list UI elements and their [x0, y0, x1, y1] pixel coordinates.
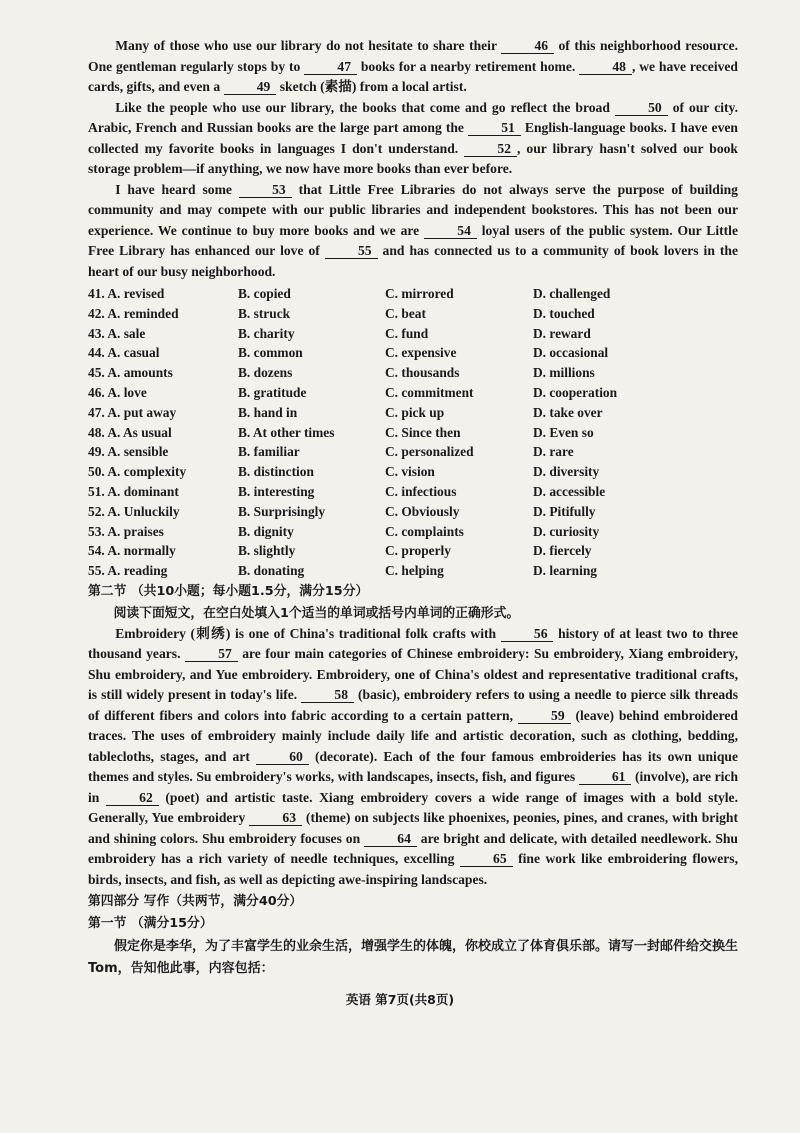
answer-blank[interactable]: 56 — [501, 626, 554, 642]
options-list — [88, 284, 738, 581]
text-run: are bright and delicate, with detailed needlework. Shu embroidery has a rich variety of needle techniques, excelling — [88, 830, 738, 867]
question-option[interactable]: B. interesting — [238, 483, 315, 499]
text-run: (leave) behind embroidered traces. The uses of embroidery mainly include daily life and artistic decoration, such as clothing, bedding, tablecloths, stages, and art — [88, 707, 738, 764]
question-option[interactable]: C. pick up — [385, 404, 445, 420]
text-run: (theme) on subjects like phoenixes, peonies, pines, and cranes, with bright and shining colors. Shu embroidery focuses on — [88, 810, 738, 846]
question-option[interactable]: D. learning — [533, 563, 597, 579]
section-two-instruction: 阅读下面短文，在空白处填入1个适当的单词或括号内单词的正确形式。 — [113, 605, 520, 621]
question-row — [88, 423, 738, 443]
question-row — [88, 403, 738, 423]
question-option[interactable]: D. challenged — [533, 286, 611, 301]
text-run: books for a nearby retirement home. — [356, 58, 580, 74]
answer-blank[interactable]: 62 — [106, 790, 159, 806]
question-option[interactable]: D. diversity — [533, 464, 600, 480]
question-option[interactable]: B. donating — [238, 563, 305, 579]
question-option-a[interactable]: 44. A. casual — [88, 345, 160, 361]
text-run: I have heard some — [115, 181, 239, 197]
answer-blank[interactable]: 49 — [224, 79, 277, 95]
answer-blank[interactable]: 55 — [325, 243, 378, 259]
text-run: of our city. Arabic, French and Russian books are the large part among the — [88, 99, 738, 135]
question-option[interactable]: D. millions — [533, 365, 595, 381]
question-option[interactable]: C. thousands — [385, 365, 460, 381]
paragraph — [88, 180, 738, 283]
answer-blank[interactable]: 61 — [579, 769, 632, 785]
question-row — [88, 482, 738, 502]
text-run: , our library hasn't solved our book storage problem—if anything, we now have more books than ever before. — [88, 140, 738, 176]
answer-blank[interactable]: 59 — [518, 708, 571, 724]
question-option[interactable]: D. reward — [533, 325, 591, 341]
text-run: loyal users of the public system. Our Little Free Library has enhanced our love of — [88, 222, 738, 258]
question-option[interactable]: B. charity — [238, 325, 295, 341]
question-option[interactable]: B. dignity — [238, 523, 294, 539]
answer-blank[interactable]: 58 — [301, 687, 354, 703]
answer-blank[interactable]: 51 — [468, 120, 521, 136]
question-option[interactable]: C. Obviously — [385, 503, 460, 519]
question-option-a[interactable]: 50. A. complexity — [88, 464, 187, 480]
question-option[interactable]: D. touched — [533, 305, 595, 321]
answer-blank[interactable]: 64 — [364, 831, 417, 847]
question-row — [88, 541, 738, 561]
question-option[interactable]: B. distinction — [238, 464, 314, 480]
text-run: Like the people who use our library, the books that come and go reflect the broad — [115, 99, 615, 115]
question-option[interactable]: C. beat — [385, 305, 426, 321]
answer-blank[interactable]: 47 — [304, 59, 357, 75]
cloze-passage — [88, 36, 738, 282]
text-run: English-language books. I have even collected my favorite books in languages I don't understand. — [88, 120, 738, 156]
question-option[interactable]: C. commitment — [385, 384, 474, 400]
question-option-a[interactable]: 49. A. sensible — [88, 444, 169, 460]
question-option[interactable]: B. At other times — [238, 424, 335, 440]
answer-blank[interactable]: 63 — [249, 810, 302, 826]
question-row — [88, 363, 738, 383]
question-option[interactable]: C. properly — [385, 543, 451, 559]
question-option-a[interactable]: 51. A. dominant — [88, 483, 179, 499]
question-option[interactable]: D. cooperation — [533, 384, 618, 400]
answer-blank[interactable]: 52 — [464, 141, 517, 157]
question-row — [88, 383, 738, 403]
question-option[interactable]: D. accessible — [533, 483, 606, 499]
text-run: and has connected us to a community of book lovers in the heart of our busy neighborhood. — [88, 243, 738, 279]
text-run: Many of those who use our library do not hesitate to share their — [115, 38, 502, 53]
text-run: history of at least two to three thousand years. — [88, 625, 738, 662]
answer-blank[interactable]: 60 — [256, 749, 309, 765]
text-run: Embroidery (刺绣) is one of China's traditional folk crafts with — [115, 625, 501, 641]
question-option[interactable]: D. Even so — [533, 424, 594, 440]
text-run: (involve), are rich in — [88, 769, 739, 805]
question-option[interactable]: D. curiosity — [533, 523, 600, 539]
question-row — [88, 304, 738, 324]
question-option[interactable]: B. dozens — [238, 365, 293, 381]
question-option[interactable]: C. mirrored — [385, 286, 454, 301]
question-row — [88, 462, 738, 482]
grammar-fill-passage — [88, 624, 738, 891]
question-option-a[interactable]: 43. A. sale — [88, 325, 146, 341]
question-option[interactable]: B. hand in — [238, 404, 298, 420]
question-option[interactable]: C. complaints — [385, 523, 464, 539]
answer-blank[interactable]: 57 — [185, 646, 238, 662]
question-option[interactable]: B. Surprisingly — [238, 503, 326, 519]
paragraph — [88, 624, 738, 891]
question-option-a[interactable]: 42. A. reminded — [88, 305, 179, 321]
answer-blank[interactable]: 48 — [579, 59, 632, 75]
question-option-a[interactable]: 46. A. love — [88, 384, 147, 400]
question-option[interactable]: B. copied — [238, 286, 291, 301]
question-option[interactable]: D. take over — [533, 404, 603, 420]
question-option[interactable]: B. slightly — [238, 543, 296, 559]
question-option-a[interactable]: 45. A. amounts — [88, 365, 173, 381]
part-four-heading: 第四部分 写作（共两节，满分40分） — [88, 894, 303, 910]
text-run: sketch (素描) from a local artist. — [276, 79, 467, 94]
question-option[interactable]: C. expensive — [385, 345, 457, 361]
question-row — [88, 442, 738, 462]
text-run: that Little Free Libraries do not always serve the purpose of building community and may compete with our public libraries and independent bookstores. This has not been our experience. We continue to buy more books and we are — [88, 181, 738, 238]
question-option[interactable]: B. struck — [238, 305, 291, 321]
question-option[interactable]: C. personalized — [385, 444, 474, 460]
question-option[interactable]: D. Pitifully — [533, 503, 596, 519]
answer-blank[interactable]: 53 — [239, 182, 292, 198]
question-option[interactable]: B. gratitude — [238, 384, 307, 400]
question-option-a[interactable]: 52. A. Unluckily — [88, 503, 180, 519]
text-run: are four main categories of Chinese embroidery: Su embroidery, Xiang embroidery, Shu embroidery, and Yue embroidery. Embroidery, one of China's oldest and representative traditional crafts, is still widely present in today's life. — [88, 646, 738, 703]
question-option[interactable]: D. occasional — [533, 345, 609, 361]
question-option-a[interactable]: 41. A. revised — [88, 286, 165, 301]
question-row — [88, 284, 738, 304]
writing-section-one-heading: 第一节 （满分15分） — [88, 916, 213, 932]
text-run: (poet) and artistic taste. Xiang embroidery covers a wide range of images with a bold style. Generally, Yue embroidery — [88, 789, 738, 826]
question-option[interactable]: D. fiercely — [533, 543, 592, 559]
answer-blank[interactable]: 54 — [424, 223, 477, 239]
question-option[interactable]: B. familiar — [238, 444, 300, 460]
section-two-heading: 第二节 （共10小题；每小题1.5分，满分15分） — [88, 583, 369, 599]
text-run: , we have received cards, gifts, and even a — [88, 58, 738, 94]
question-option[interactable]: D. rare — [533, 444, 574, 460]
question-row — [88, 561, 738, 581]
answer-blank[interactable]: 50 — [615, 100, 668, 116]
answer-blank[interactable]: 65 — [460, 851, 513, 867]
question-row — [88, 343, 738, 363]
text-run: (decorate). Each of the four famous embroideries has its own unique themes and styles. Su embroidery's works, with landscapes, insects, fish, and figures — [88, 748, 738, 785]
text-run: of this neighborhood resource. One gentleman regularly stops by to — [88, 38, 738, 74]
question-option[interactable]: B. common — [238, 345, 303, 361]
answer-blank[interactable]: 46 — [501, 38, 554, 54]
question-option[interactable]: C. helping — [385, 563, 444, 579]
question-option-a[interactable]: 55. A. reading — [88, 563, 168, 579]
writing-task-prompt: 假定你是李华，为了丰富学生的业余生活，增强学生的体魄，你校成立了体育俱乐部。请写一封邮件给交换生Tom，告知他此事，内容包括： — [88, 939, 739, 977]
question-row — [88, 324, 738, 344]
question-option[interactable]: C. infectious — [385, 483, 457, 499]
question-option-a[interactable]: 53. A. praises — [88, 523, 164, 539]
question-row — [88, 522, 738, 542]
question-option[interactable]: C. Since then — [385, 424, 461, 440]
question-option[interactable]: C. vision — [385, 464, 435, 480]
question-row — [88, 502, 738, 522]
question-option-a[interactable]: 47. A. put away — [88, 404, 177, 420]
paragraph — [88, 98, 738, 180]
text-run: (basic), embroidery refers to using a needle to pierce silk threads of different fibers and colors into fabric according to a certain pattern, — [88, 687, 739, 723]
question-option[interactable]: C. fund — [385, 325, 429, 341]
question-option-a[interactable]: 48. A. As usual — [88, 424, 172, 440]
paragraph — [88, 36, 738, 98]
text-run: fine work like embroidering flowers, birds, insects, and fish, as well as depicting awe-inspiring landscapes. — [88, 851, 738, 887]
page-footer: 英语 第7页(共8页) — [345, 992, 455, 1007]
question-option-a[interactable]: 54. A. normally — [88, 543, 176, 559]
